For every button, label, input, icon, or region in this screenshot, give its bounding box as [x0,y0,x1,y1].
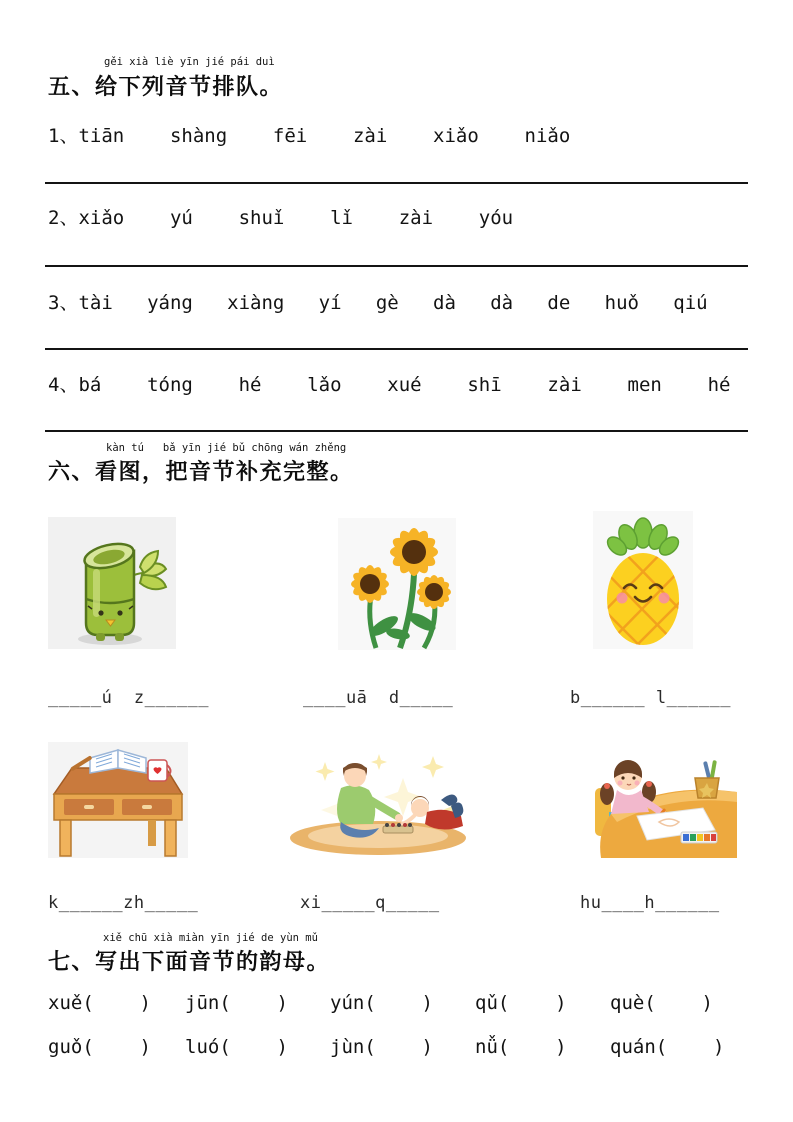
answer-line-3 [45,348,748,350]
section7-title: 七、写出下面音节的韵母。 [48,949,331,974]
syllable-blank-sunflowers: ____uā d_____ [303,688,454,708]
syllable-line-4: 4、bá tóng hé lǎo xué shī zài men hé [48,374,731,396]
syllable-blank-playing-chess: xi_____q_____ [300,893,440,913]
section7-pinyin: xiě chū xià miàn yīn jié de yùn mǔ [103,932,318,944]
syllable-line-2: 2、xiǎo yú shuǐ lǐ zài yóu [48,207,514,229]
syllable-item: quán( ) [610,1036,725,1058]
finals-row-2 [48,1036,753,1058]
finals-row-1 [48,992,753,1014]
desk-illustration [48,742,188,858]
syllable-item: nǚ( ) [475,1036,567,1058]
syllable-item: luó( ) [185,1036,288,1058]
playing-chess-illustration [283,748,469,858]
syllable-item: què( ) [610,992,713,1014]
bamboo-illustration [48,517,176,649]
section6-title: 六、看图，把音节补充完整。 [48,459,354,484]
answer-line-4 [45,430,748,432]
pineapple-illustration [593,511,693,649]
girl-drawing-illustration [585,748,737,858]
syllable-blank-pineapple: b______ l______ [570,688,732,708]
syllable-blank-girl-drawing: hu____h______ [580,893,720,913]
syllable-blank-bamboo: _____ú z______ [48,688,210,708]
section6-pinyin: kàn tú bǎ yīn jié bǔ chōng wán zhěng [106,442,347,454]
answer-line-2 [45,265,748,267]
syllable-line-3: 3、tài yáng xiàng yí gè dà dà de huǒ qiú [48,292,708,314]
syllable-item: xuě( ) [48,992,151,1014]
syllable-item: jūn( ) [185,992,288,1014]
syllable-blank-desk: k______zh_____ [48,893,199,913]
section5-pinyin: gěi xià liè yīn jié pái duì [104,56,275,68]
syllable-item: yún( ) [330,992,433,1014]
syllable-line-1: 1、tiān shàng fēi zài xiǎo niǎo [48,125,571,147]
syllable-item: qǔ( ) [475,992,567,1014]
sunflowers-illustration [338,518,456,650]
syllable-item: guǒ( ) [48,1036,151,1058]
answer-line-1 [45,182,748,184]
section5-title: 五、给下列音节排队。 [48,74,284,99]
syllable-item: jùn( ) [330,1036,433,1058]
